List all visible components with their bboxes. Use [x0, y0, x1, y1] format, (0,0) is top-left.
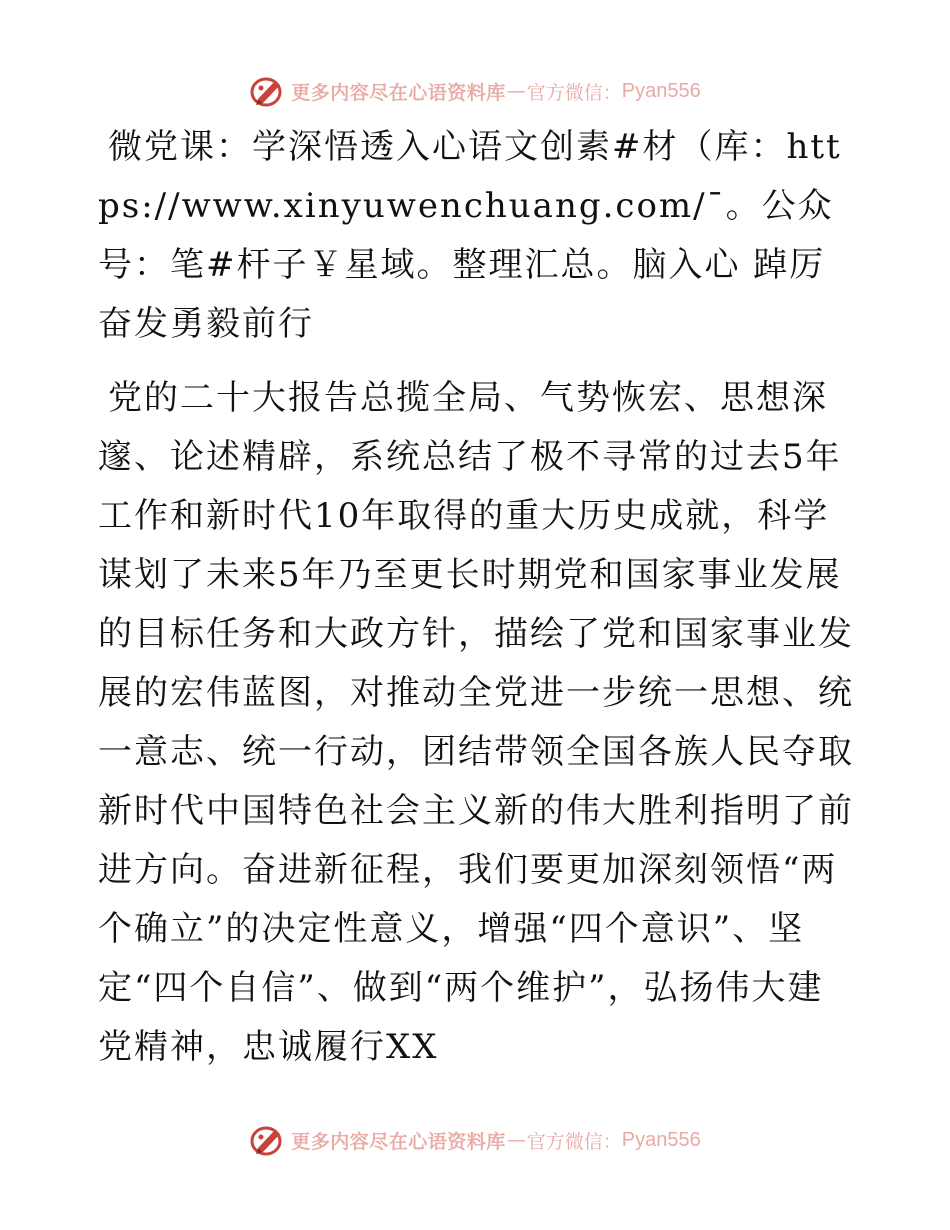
watermark-text: 更多内容尽在心语资料库 — [291, 1130, 506, 1153]
watermark-separator: — — [506, 80, 526, 102]
header-watermark-banner — [0, 71, 950, 111]
pen-logo-icon — [249, 1123, 287, 1157]
wechat-label: 官方微信： — [526, 81, 622, 104]
paragraph-title: 微党课：学深悟透入心语文创素#材（库：https://www.xinyuwenchuang.com/¯。公众号：笔#杆子￥星域。整理汇总。脑入心 踔厉奋发勇毅前行 — [98, 127, 842, 344]
pen-logo-icon — [249, 74, 287, 108]
watermark-separator: — — [506, 1129, 526, 1151]
document-body — [98, 118, 858, 1077]
wechat-id: Pyan556 — [621, 1128, 701, 1151]
footer-watermark-banner — [0, 1120, 950, 1160]
wechat-label: 官方微信： — [526, 1130, 622, 1153]
wechat-id: Pyan556 — [621, 79, 701, 102]
watermark-text: 更多内容尽在心语资料库 — [291, 81, 506, 104]
paragraph-main: 党的二十大报告总揽全局、气势恢宏、思想深邃、论述精辟，系统总结了极不寻常的过去5年工作和新时代10年取得的重大历史成就，科学谋划了未来5年乃至更长时期党和国家事业发展的目标任务和大政方针，描绘了党和国家事业发展的宏伟蓝图，对推动全党进一步统一思想、统一意志、统一行动，团结带领全国各族人民夺取新时代中国特色社会主义新的伟大胜利指明了前进方向。奋进新征程，我们要更加深刻领悟“两个确立”的决定性意义，增强“四个意识”、坚定“四个自信”、做到“两个维护”，弘扬伟大建党精神，忠诚履行XX — [98, 378, 854, 1067]
